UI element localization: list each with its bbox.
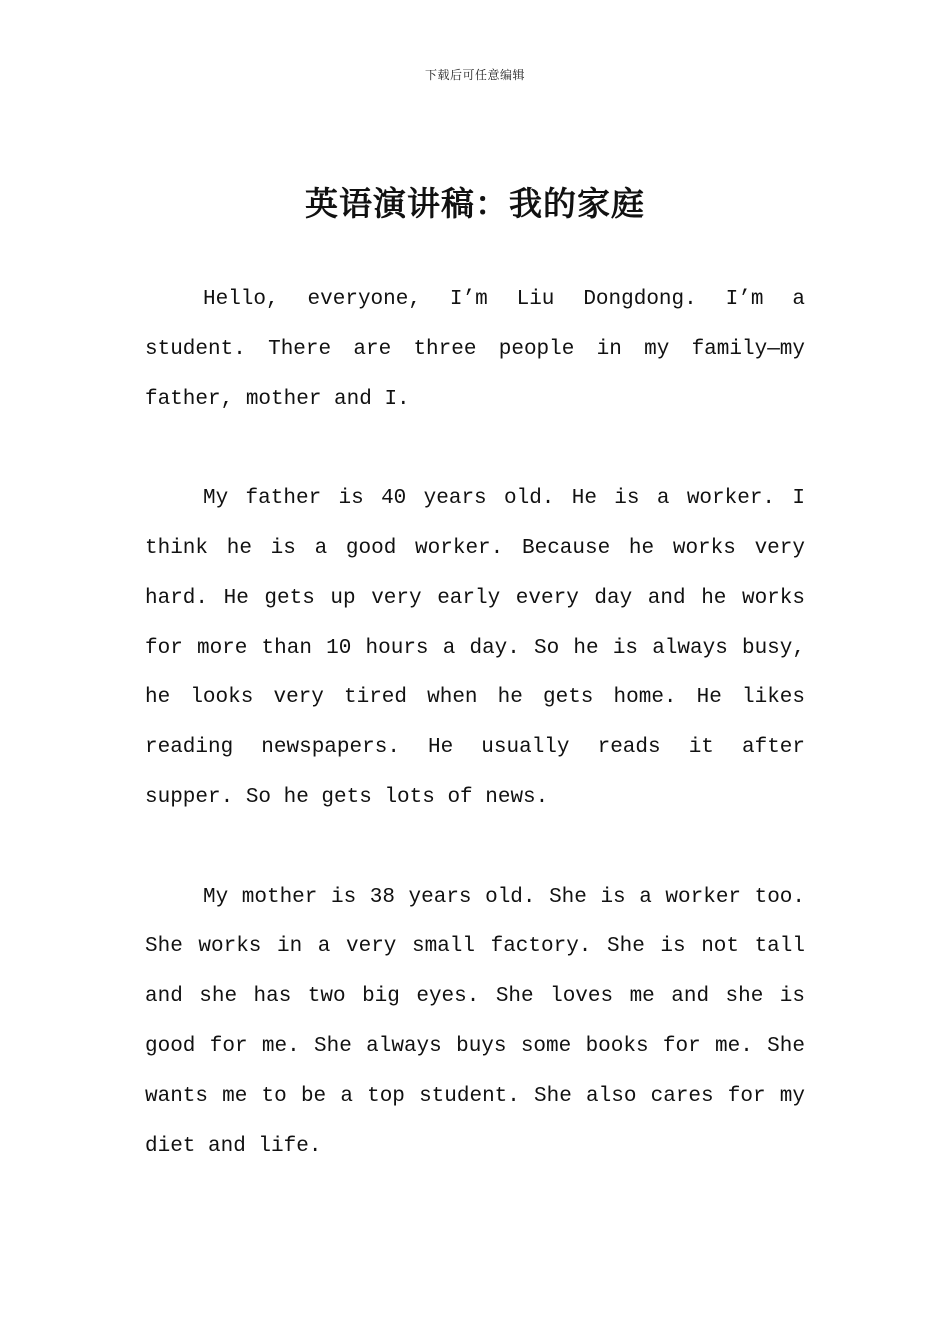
header-note: 下载后可任意编辑: [424, 68, 525, 82]
document-title: 英语演讲稿：我的家庭: [305, 184, 645, 223]
document-body: [145, 275, 805, 1221]
paragraph-intro: Hello, everyone, I’m Liu Dongdong. I’m a student. There are three people in my family—my father, mother and I.: [145, 288, 805, 411]
paragraph-father: My father is 40 years old. He is a worker. I think he is a good worker. Because he works very hard. He gets up very early every day and he works for more than 10 hours a day. So he is always busy, he looks very tired when he gets home. He likes reading newspapers. He usually reads it after supper. So he gets lots of news.: [145, 487, 805, 809]
paragraph-mother: My mother is 38 years old. She is a worker too. She works in a very small factory. She is not tall and she has two big eyes. She loves me and she is good for me. She always buys some books for me. She wants me to be a top student. She also cares for my diet and life.: [145, 885, 805, 1158]
